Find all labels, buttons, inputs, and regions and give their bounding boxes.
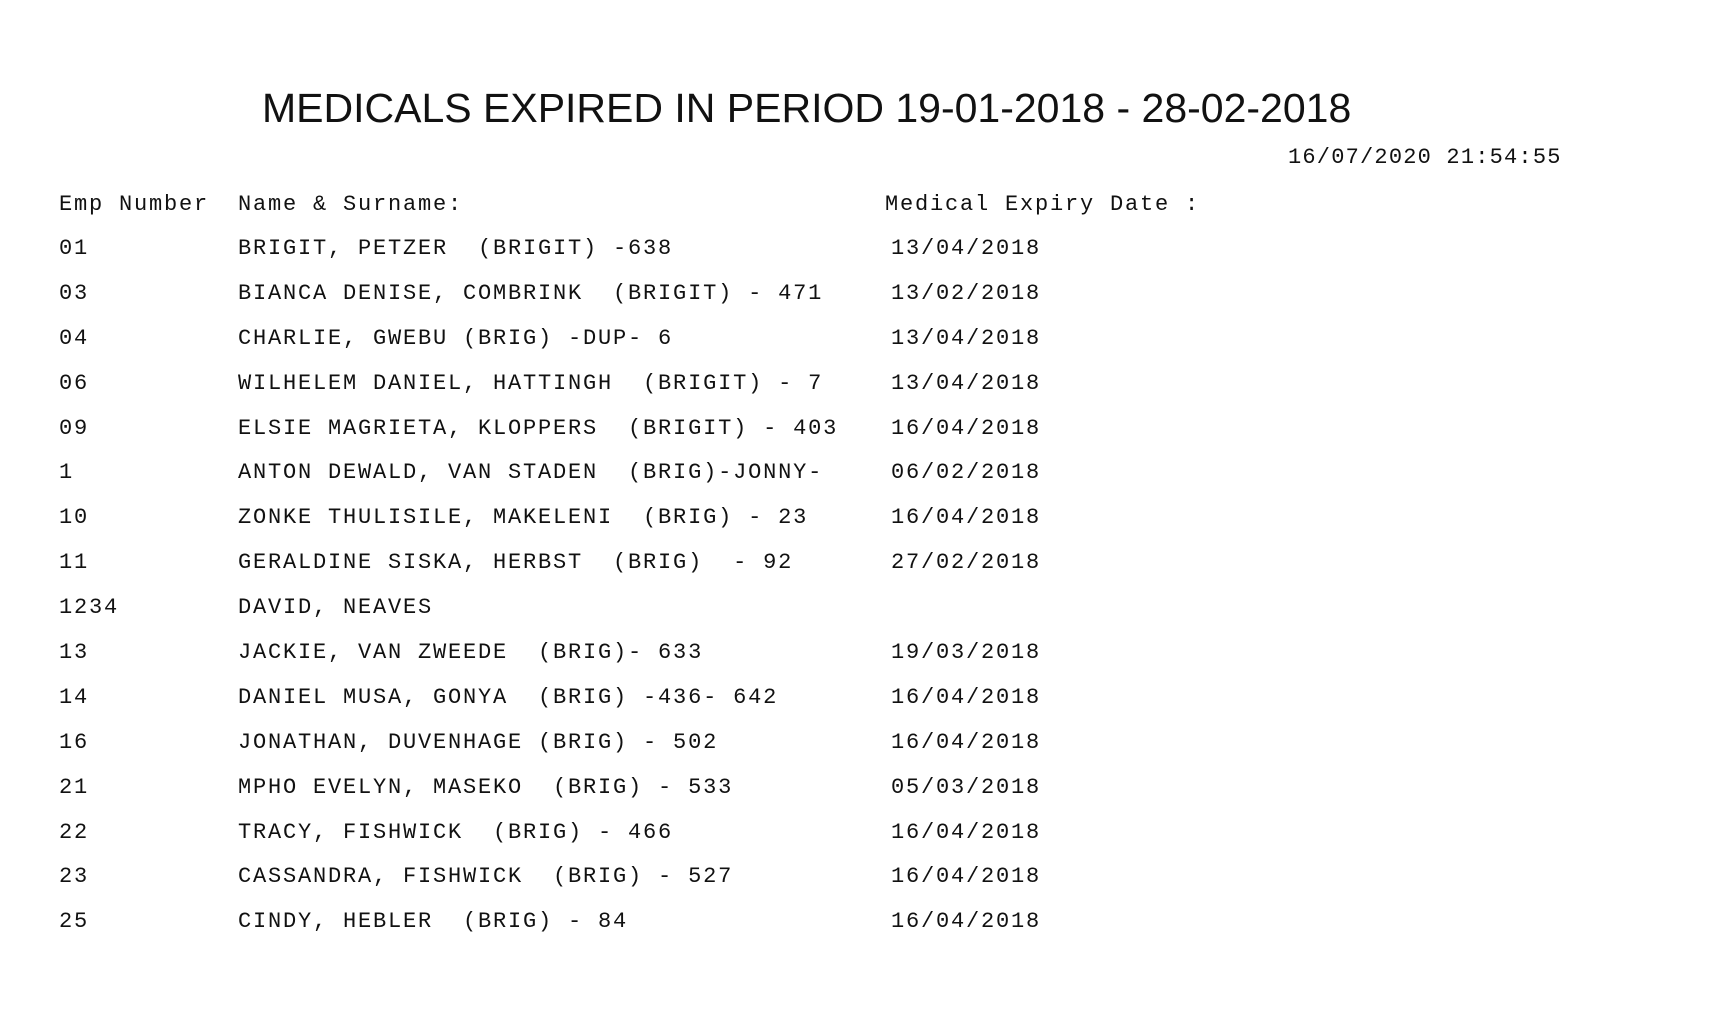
table-row [0,371,1723,416]
report-title: MEDICALS EXPIRED IN PERIOD 19-01-2018 - 28-02-2018 [262,85,1352,131]
name-surname-cell: JACKIE, VAN ZWEEDE (BRIG)- 633 [238,640,704,666]
emp-number-cell: 23 [59,864,90,890]
emp-number-cell: 1 [59,460,75,486]
table-row [0,640,1723,685]
emp-number-cell: 22 [59,819,90,845]
table-row [0,505,1723,550]
header-medical-expiry-date: Medical Expiry Date : [885,192,1201,217]
name-surname-cell: JONATHAN, DUVENHAGE (BRIG) - 502 [238,729,719,755]
table-row [0,281,1723,326]
medical-expiry-date-cell: 13/02/2018 [891,280,1042,306]
table-row [0,909,1723,954]
emp-number-cell: 13 [59,640,90,666]
medical-expiry-date-cell: 16/04/2018 [891,729,1042,755]
name-surname-cell: DANIEL MUSA, GONYA (BRIG) -436- 642 [238,684,779,710]
table-row [0,775,1723,820]
name-surname-cell: ELSIE MAGRIETA, KLOPPERS (BRIGIT) - 403 [238,415,839,441]
medical-expiry-date-cell: 16/04/2018 [891,684,1042,710]
medical-expiry-date-cell: 27/02/2018 [891,550,1042,576]
name-surname-cell: BIANCA DENISE, COMBRINK (BRIGIT) - 471 [238,280,824,306]
medical-expiry-date-cell: 05/03/2018 [891,774,1042,800]
emp-number-cell: 03 [59,280,90,306]
name-surname-cell: ZONKE THULISILE, MAKELENI (BRIG) - 23 [238,505,809,531]
medical-expiry-date-cell: 16/04/2018 [891,819,1042,845]
emp-number-cell: 10 [59,505,90,531]
header-name-surname: Name & Surname: [238,192,464,217]
name-surname-cell: DAVID, NEAVES [238,595,434,621]
medical-expiry-date-cell: 16/04/2018 [891,864,1042,890]
report-timestamp: 16/07/2020 21:54:55 [1288,145,1562,170]
name-surname-cell: CASSANDRA, FISHWICK (BRIG) - 527 [238,864,734,890]
table-row [0,236,1723,281]
emp-number-cell: 09 [59,415,90,441]
table-row [0,820,1723,865]
emp-number-cell: 06 [59,370,90,396]
name-surname-cell: ANTON DEWALD, VAN STADEN (BRIG)-JONNY- [238,460,824,486]
emp-number-cell: 16 [59,729,90,755]
table-body [0,236,1723,954]
emp-number-cell: 1234 [59,595,120,621]
emp-number-cell: 21 [59,774,90,800]
table-row [0,685,1723,730]
emp-number-cell: 25 [59,909,90,935]
medical-expiry-date-cell: 13/04/2018 [891,370,1042,396]
name-surname-cell: MPHO EVELYN, MASEKO (BRIG) - 533 [238,774,734,800]
header-emp-number: Emp Number [59,192,210,217]
emp-number-cell: 01 [59,236,90,261]
medical-expiry-date-cell: 16/04/2018 [891,505,1042,531]
name-surname-cell: WILHELEM DANIEL, HATTINGH (BRIGIT) - 7 [238,370,824,396]
table-row [0,550,1723,595]
name-surname-cell: TRACY, FISHWICK (BRIG) - 466 [238,819,674,845]
emp-number-cell: 04 [59,325,90,351]
emp-number-cell: 14 [59,684,90,710]
medical-expiry-date-cell: 13/04/2018 [891,236,1042,261]
medical-expiry-date-cell: 19/03/2018 [891,640,1042,666]
table-row [0,730,1723,775]
medical-expiry-date-cell: 06/02/2018 [891,460,1042,486]
table-row [0,416,1723,461]
medical-expiry-date-cell: 16/04/2018 [891,415,1042,441]
emp-number-cell: 11 [59,550,90,576]
table-row [0,864,1723,909]
medical-expiry-date-cell: 13/04/2018 [891,325,1042,351]
name-surname-cell: BRIGIT, PETZER (BRIGIT) -638 [238,236,674,261]
table-row [0,595,1723,640]
name-surname-cell: CHARLIE, GWEBU (BRIG) -DUP- 6 [238,325,674,351]
name-surname-cell: GERALDINE SISKA, HERBST (BRIG) - 92 [238,550,794,576]
table-row [0,460,1723,505]
medical-expiry-date-cell: 16/04/2018 [891,909,1042,935]
name-surname-cell: CINDY, HEBLER (BRIG) - 84 [238,909,629,935]
table-row [0,326,1723,371]
table-header [0,192,1723,222]
